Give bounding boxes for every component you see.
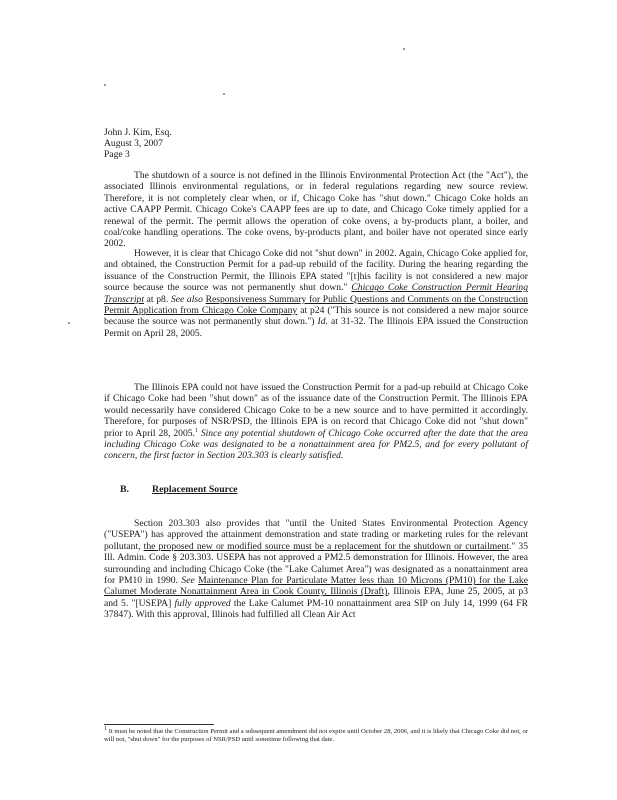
footnote-mark: 1 — [104, 725, 107, 732]
page-number: Page 3 — [104, 149, 130, 161]
paragraph-text: at 31-32. The Illinois EPA issued the Construction Permit on April 28, 2005. — [104, 316, 528, 339]
citation-hearing-transcript: Chicago Coke Construction Permit Hearing Transcript — [104, 282, 528, 305]
paragraph-construction-permit — [104, 382, 528, 462]
quoted-requirement: the proposed new or modified source must be a replacement for the shutdown or curtailment — [143, 540, 509, 552]
section-number: B. — [120, 484, 129, 495]
recipient-name: John J. Kim, Esq. — [104, 127, 172, 138]
see-also-signal: See also — [170, 293, 203, 305]
paragraph-shutdown-definition — [104, 170, 528, 250]
scan-speck — [223, 93, 225, 95]
paragraph-text: ." 35 Ill. Admin. Code § 203.303. USEPA has not approved a PM2.5 demonstration for Illinois. However, the area surrounding and including Chicago Coke (the "Lake Calumet Area") was designated as a nonattainment area for PM10 in 1990. — [104, 540, 528, 587]
paragraph-text: However, it is clear that Chicago Coke did not "shut down" in 2002. Again, Chicago Coke applied for, and obtained, the Construction Permit for a pad-up rebuild of the facility. During the hearing regarding the issuance of the Construction Permit, the Illinois EPA stated "[t]his facility is not considered a new major source because the source was not permanently shut down." — [104, 248, 528, 294]
emphasis-fully-approved: fully approved — [174, 597, 231, 609]
paragraph-text: at p8. — [146, 293, 169, 305]
paragraph-text: The Illinois EPA could not have issued the Construction Permit for a pad-up rebuild at Chicago Coke if Chicago Coke had been "shut down" as of the issuance date of the Construction Permit. The Illinois EPA would necessarily have considered Chicago Coke to be a new source and to have permitted it accordingly. Therefore, for purposes of NSR/PSD, the Illinois EPA is on record that Chicago Coke did not "shut down" prior to April 28, 2005. — [104, 382, 528, 439]
citation-responsiveness-summary: Responsiveness Summary for Public Questions and Comments on the Construction Permit Application from Chicago Coke Company — [104, 293, 528, 317]
paragraph-text: , Illinois EPA, June 25, 2005, at p3 and 5. "[USEPA] — [104, 586, 529, 609]
see-signal: See — [181, 575, 195, 587]
scan-speck — [403, 48, 405, 50]
paragraph-text: Section 203.303 also provides that "until the United States Environmental Protection Agency ("USEPA") has approved the attainment demonstration and state trading or marketing rules for the relevant pollutant, — [104, 518, 528, 552]
paragraph-replacement-source — [104, 518, 528, 621]
citation-maintenance-plan: Maintenance Plan for Particulate Matter less than 10 Microns (PM10) for the Lake Calumet Moderate Nonattainment Area in Cook County, Illinois (Draft) — [104, 575, 528, 598]
section-heading — [120, 484, 238, 495]
footnote-divider — [104, 724, 214, 725]
id-signal: Id. — [317, 316, 328, 328]
paragraph-not-shut-down — [104, 248, 528, 339]
letter-date: August 3, 2007 — [104, 138, 163, 150]
paragraph-text: Since any potential shutdown of Chicago Coke occurred after the date that the area including Chicago Coke was designated to be a nonattainment area for PM2.5, and for every pollutant of concern, the first factor in Section 203.303 is clearly satisfied. — [104, 427, 528, 462]
paragraph-text: the Lake Calumet PM-10 nonattainment area SIP on July 14, 1999 (64 FR 37847). With this approval, Illinois had fulfilled all Clean Air Act — [104, 597, 529, 621]
letter-header — [104, 127, 172, 161]
footnote-text: It must be noted that the Construction Permit and a subsequent amendment did not expire until October 28, 2006, and it is likely that Chicago Coke did not, or will not, "shut down" for the purposes of NSR/PSD until sometime following that date. — [104, 728, 528, 744]
paragraph-text: at p24 ("This source is not considered a new major source because the source was not permanently shut down.") — [104, 305, 528, 328]
paragraph-text: The shutdown of a source is not defined in the Illinois Environmental Protection Act (the "Act"), the associated Illinois environmental regulations, or in federal regulations regarding new source review. Therefore, it is not completely clear when, or if, Chicago Coke has "shut down." Chicago Coke holds an active CAAPP Permit. Chicago Coke's CAAPP fees are up to date, and Chicago Coke timely applied for a renewal of the permit. The permit allows the operation of coke ovens, a by-products plant, a boiler, and coal/coke handling operations. The coke ovens, by-products plant, and boiler have not operated since early 2002. — [104, 170, 528, 250]
footnote-reference: 1 — [194, 427, 198, 434]
section-title: Replacement Source — [152, 484, 238, 495]
scan-speck — [68, 322, 70, 324]
scan-speck — [104, 84, 106, 86]
footnote — [104, 725, 528, 745]
